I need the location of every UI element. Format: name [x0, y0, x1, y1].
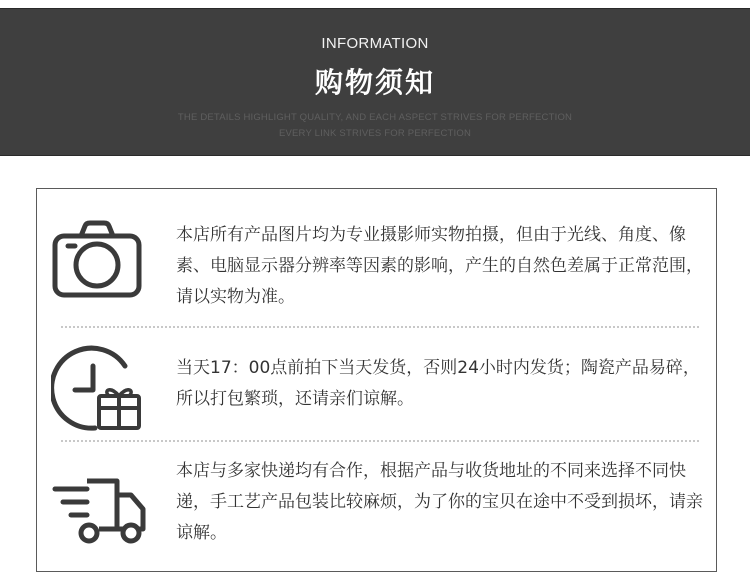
dotted-divider: [61, 326, 699, 328]
camera-icon: [51, 219, 143, 303]
notice-item-photos: [37, 205, 718, 315]
shopping-notice-card: [36, 188, 717, 572]
banner-subtitle-line2: EVERY LINK STRIVES FOR PERFECTION: [278, 128, 472, 139]
delivery-truck-icon: [51, 477, 151, 549]
banner-title: 购物须知: [314, 66, 435, 99]
notice-text: 当天17：00点前拍下当天发货，否则24小时内发货；陶瓷产品易碎，所以打包繁琐，还请亲们谅解。: [176, 358, 700, 409]
banner-subtitle-line1: THE DETAILS HIGHLIGHT QUALITY, AND EACH ASPECT STRIVES FOR PERFECTION: [177, 112, 573, 123]
notice-text: 本店与多家快递均有合作，根据产品与收货地址的不同来选择不同快递，手工艺产品包装比较麻烦，为了你的宝贝在途中不受到损坏，请亲谅解。: [176, 461, 703, 543]
notice-item-couriers: [37, 453, 718, 565]
clock-gift-icon: [51, 344, 151, 438]
notice-text: 本店所有产品图片均为专业摄影师实物拍摄，但由于光线、角度、像素、电脑显示器分辨率等因素的影响，产生的自然色差属于正常范围，请以实物为准。: [176, 225, 703, 307]
notice-item-shipping-time: [37, 337, 718, 439]
banner-eyebrow: INFORMATION: [321, 35, 429, 52]
dotted-divider: [61, 440, 699, 442]
info-banner: [0, 8, 750, 156]
